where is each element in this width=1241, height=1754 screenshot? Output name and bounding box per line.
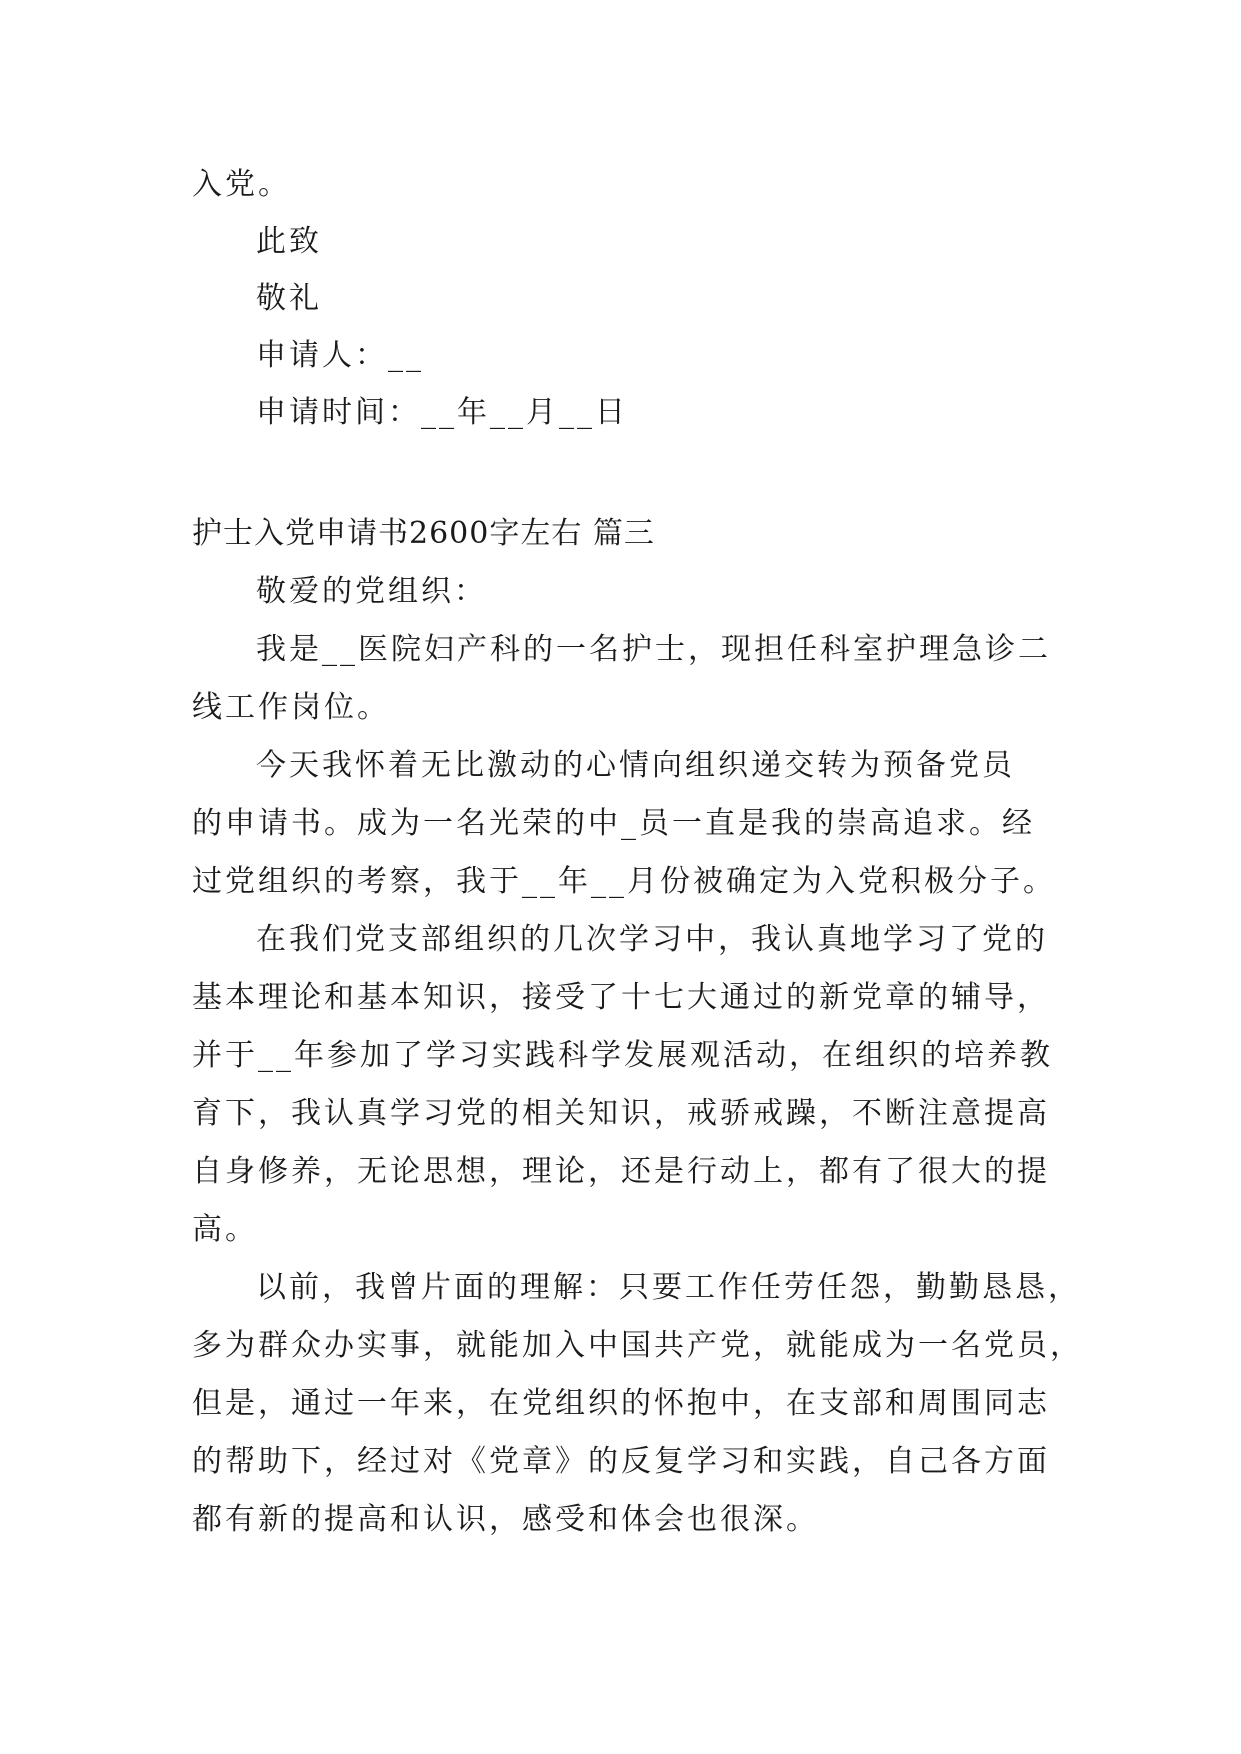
salutation-jingli: 敬礼 (256, 281, 322, 316)
paragraph-line: 今天我怀着无比激动的心情向组织递交转为预备党员 (256, 748, 1015, 783)
paragraph-line: 并于__年参加了学习实践科学发展观活动，在组织的培养教 (192, 1038, 1053, 1073)
paragraph-line: 的申请书。成为一名光荣的中_员一直是我的崇高追求。经 (192, 806, 1035, 841)
application-date-line: 申请时间：__年__月__日 (256, 395, 628, 430)
paragraph-line: 但是，通过一年来，在党组织的怀抱中，在支部和周围同志 (192, 1386, 1050, 1421)
paragraph-line: 多为群众办实事，就能加入中国共产党，就能成为一名党员， (192, 1328, 1083, 1363)
closing-tail-text: 入党。 (192, 167, 291, 202)
paragraph-line: 基本理论和基本知识，接受了十七大通过的新党章的辅导， (192, 980, 1050, 1015)
paragraph-line: 过党组织的考察，我于__年__月份被确定为入党积极分子。 (192, 864, 1056, 899)
paragraph-line: 高。 (192, 1212, 258, 1247)
paragraph-line: 育下，我认真学习党的相关知识，戒骄戒躁，不断注意提高 (192, 1096, 1050, 1131)
greeting-line: 敬爱的党组织： (256, 574, 487, 609)
paragraph-line: 自身修养，无论思想，理论，还是行动上，都有了很大的提 (192, 1154, 1050, 1189)
salutation-cizhi: 此致 (256, 224, 322, 259)
section-title: 护士入党申请书2600字左右 篇三 (192, 516, 655, 551)
paragraph-line: 的帮助下，经过对《党章》的反复学习和实践，自己各方面 (192, 1444, 1050, 1479)
paragraph-line: 在我们党支部组织的几次学习中，我认真地学习了党的 (256, 922, 1048, 957)
paragraph-line: 线工作岗位。 (192, 690, 390, 725)
applicant-line: 申请人：__ (256, 338, 424, 373)
paragraph-line: 我是__医院妇产科的一名护士，现担任科室护理急诊二 (256, 632, 1051, 667)
paragraph-line: 以前，我曾片面的理解：只要工作任劳任怨，勤勤恳恳， (256, 1270, 1081, 1305)
paragraph-line: 都有新的提高和认识，感受和体会也很深。 (192, 1502, 819, 1537)
